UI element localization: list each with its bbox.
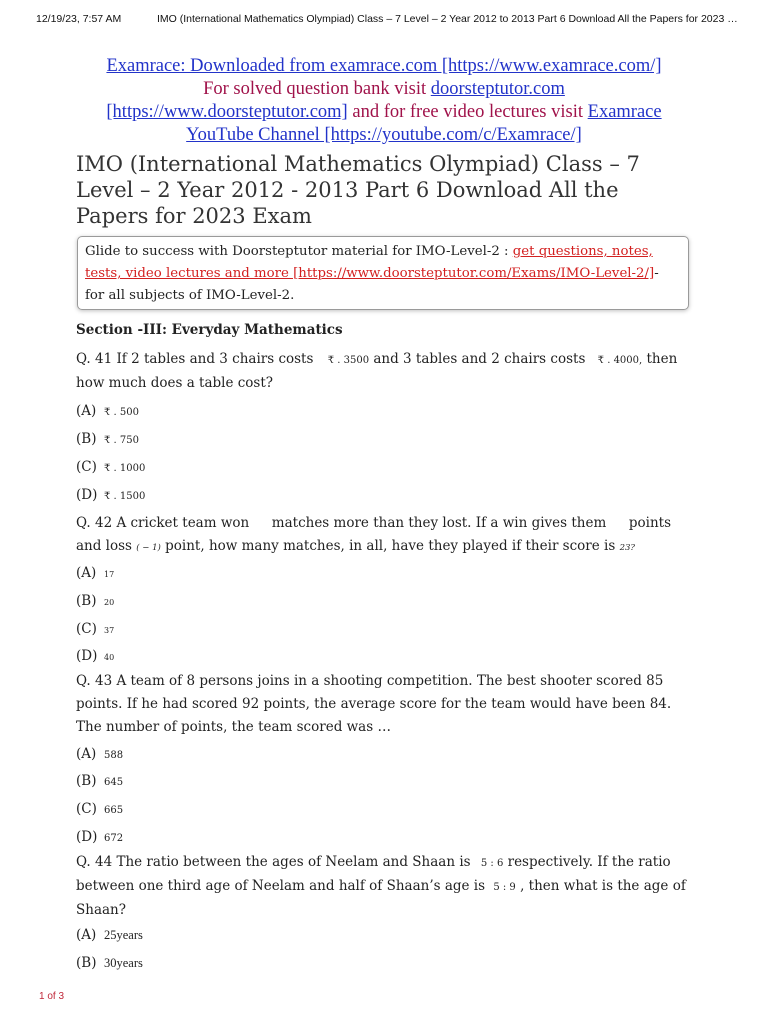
option-label: (B) [76, 955, 97, 971]
option [76, 593, 114, 609]
option-value: 672 [104, 833, 124, 844]
print-date: 12/19/23, 7:57 AM [36, 13, 122, 25]
examrace-link[interactable]: Examrace: Downloaded from examrace.com [https://www.examrace.com/] [106, 56, 662, 76]
option-label: (A) [76, 746, 97, 762]
option-value: ₹ . 1500 [104, 491, 146, 502]
option-label: (A) [76, 927, 97, 943]
option-value: 40 [104, 653, 115, 662]
option-label: (A) [76, 565, 97, 581]
question-43 [76, 670, 696, 739]
question-text: respectively. If the ratio between one third age of Neelam and half of Shaan’s age is [76, 854, 671, 894]
youtube-channel-link[interactable]: YouTube Channel [https://youtube.com/c/Examrace/] [186, 125, 582, 145]
option-label: (B) [76, 431, 97, 447]
option-label: (A) [76, 403, 97, 419]
option [76, 829, 123, 845]
option [76, 459, 145, 475]
option [76, 621, 114, 637]
page-counter: 1 of 3 [39, 991, 65, 1002]
option-value: 645 [104, 777, 124, 788]
question-44 [76, 851, 696, 922]
option [76, 773, 123, 789]
notice-prefix: Glide to success with Doorsteptutor material for IMO-Level-2 : [85, 244, 513, 259]
option-label: (C) [76, 621, 97, 637]
question-41 [76, 348, 696, 395]
examrace-youtube-link[interactable]: Examrace [587, 102, 662, 122]
banner-text-2: and for free video lectures visit [347, 102, 588, 122]
question-42 [76, 512, 696, 560]
option [76, 955, 143, 971]
option-value: 588 [104, 750, 124, 761]
option [76, 746, 123, 762]
option-value: 665 [104, 805, 124, 816]
option-value: 30years [104, 956, 143, 970]
question-text: A cricket team won [112, 515, 254, 531]
option [76, 927, 143, 943]
option-value: 17 [104, 570, 115, 579]
notice-suffix: - for all subjects of IMO-Level-2. [85, 266, 659, 303]
option-value: 37 [104, 626, 115, 635]
option-label: (C) [76, 459, 97, 475]
question-text: The ratio between the ages of Neelam and Shaan is [112, 854, 475, 870]
option-value: ₹ . 750 [104, 435, 139, 446]
math-value: 23? [619, 543, 635, 553]
option-value: ₹ . 500 [104, 407, 139, 418]
option [76, 565, 114, 581]
question-text: then how much does a table cost? [76, 351, 678, 391]
option-value: 25years [104, 928, 143, 942]
notice-box [77, 236, 689, 310]
math-value: ₹ . 3500 [327, 355, 370, 366]
question-number: Q. 44 [76, 854, 113, 870]
question-number: Q. 41 [76, 351, 113, 367]
question-number: Q. 43 [76, 673, 113, 689]
option-label: (D) [76, 829, 98, 845]
question-text: A team of 8 persons joins in a shooting competition. The best shooter scored 85 points. If he had scored 92 points, the average score for the team would have been 84. The number of points, the team scored was … [76, 673, 672, 735]
option-label: (B) [76, 773, 97, 789]
question-text: points and loss [76, 515, 672, 554]
option-value: ₹ . 1000 [104, 463, 146, 474]
math-value: 5 : 6 [480, 858, 504, 869]
option-label: (D) [76, 648, 98, 664]
option-label: (D) [76, 487, 98, 503]
banner-text: For solved question bank visit [203, 79, 431, 99]
question-text: and 3 tables and 2 chairs costs [369, 351, 590, 367]
doorsteptutor-url-link[interactable]: [https://www.doorsteptutor.com] [106, 102, 348, 122]
section-heading: Section -III: Everyday Mathematics [76, 322, 343, 338]
option [76, 403, 139, 419]
option-value: 20 [104, 598, 115, 607]
option-label: (C) [76, 801, 97, 817]
option [76, 648, 114, 664]
option [76, 431, 139, 447]
question-number: Q. 42 [76, 515, 113, 531]
option [76, 487, 145, 503]
question-text: matches more than they lost. If a win gives them [267, 515, 611, 531]
option [76, 801, 123, 817]
question-text: , then what is the age of Shaan? [76, 878, 686, 918]
math-value: 5 : 9 [493, 882, 516, 893]
page-title: IMO (International Mathematics Olympiad) Class – 7 Level – 2 Year 2012 - 2013 Part 6 Download All the Papers for 2023 Exam [76, 152, 640, 228]
question-text: point, how many matches, in all, have they played if their score is [160, 538, 620, 554]
doorsteptutor-link[interactable]: doorsteptutor.com [430, 79, 565, 99]
math-value: ₹ . 4000, [597, 355, 643, 366]
print-header-title: IMO (International Mathematics Olympiad) Class – 7 Level – 2 Year 2012 to 2013 Part 6 Download All the Papers for 2023 … [157, 13, 738, 25]
notice-link[interactable]: get questions, notes, tests, video lectures and more [https://www.doorsteptutor.com/Exams/IMO-Level-2/] [85, 244, 655, 281]
source-banner [76, 55, 692, 147]
option-label: (B) [76, 593, 97, 609]
math-value: ( − 1) [136, 543, 161, 553]
question-text: If 2 tables and 3 chairs costs [112, 351, 318, 367]
